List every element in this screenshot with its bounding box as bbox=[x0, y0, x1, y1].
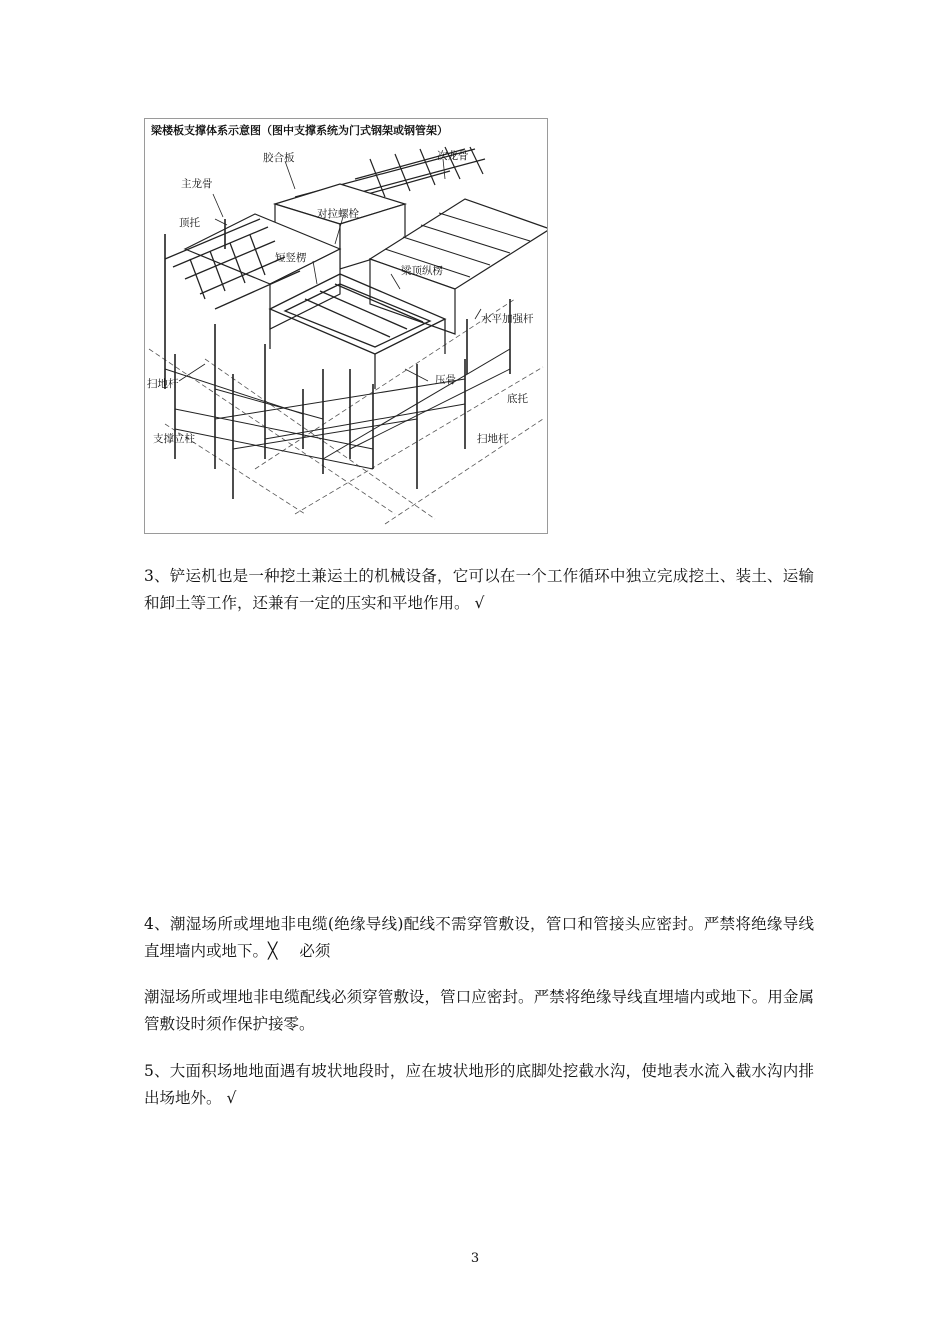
label-support-post: 支撑立柱 bbox=[153, 433, 195, 445]
question-3 bbox=[144, 563, 814, 617]
cross-mark: ╳ bbox=[268, 942, 278, 960]
formwork-support-diagram bbox=[144, 118, 548, 534]
page-number: 3 bbox=[470, 1251, 480, 1266]
question-4-text: 4、潮湿场所或埋地非电缆(绝缘导线)配线不需穿管敷设，管口和管接头应密封。严禁将绝缘导线直埋墙内或地下。 bbox=[144, 915, 814, 960]
label-top-support: 顶托 bbox=[179, 217, 200, 229]
diagram-title: 梁楼板支撑体系示意图（图中支撑系统为门式钢架或钢管架） bbox=[151, 124, 448, 137]
question-4-answer: 潮湿场所或埋地非电缆配线必须穿管敷设，管口应密封。严禁将绝缘导线直埋墙内或地下。用金属管敷设时须作保护接零。 bbox=[144, 988, 814, 1033]
correction-note: 必须 bbox=[299, 942, 331, 960]
label-secondary-joist: 次龙骨 bbox=[437, 150, 469, 162]
check-mark: √ bbox=[474, 594, 485, 612]
label-short-stud: 短竖楞 bbox=[275, 252, 307, 264]
label-main-joist: 主龙骨 bbox=[181, 178, 213, 190]
label-horizontal-brace: 水平加强杆 bbox=[481, 313, 534, 325]
question-5-text: 5、大面积场地地面遇有坡状地段时，应在坡状地形的底脚处挖截水沟，使地表水流入截水沟内排出场地外。 bbox=[144, 1062, 814, 1107]
label-pressure-bone: 压骨 bbox=[435, 374, 456, 386]
diagram-drawing bbox=[145, 119, 547, 533]
label-base-support: 底托 bbox=[507, 393, 528, 405]
question-4 bbox=[144, 911, 814, 965]
label-tie-bolt: 对拉螺栓 bbox=[317, 208, 359, 220]
check-mark: √ bbox=[226, 1089, 237, 1107]
question-3-text: 3、铲运机也是一种挖土兼运土的机械设备，它可以在一个工作循环中独立完成挖土、装土、运输和卸土等工作，还兼有一定的压实和平地作用。 bbox=[144, 567, 814, 612]
label-sweep-bar-left: 扫地杆 bbox=[147, 378, 179, 390]
label-plywood: 胶合板 bbox=[263, 152, 295, 164]
question-5 bbox=[144, 1058, 814, 1112]
label-sweep-bar-right: 扫地杆 bbox=[477, 433, 509, 445]
label-beam-top-joist: 梁顶纵楞 bbox=[401, 265, 443, 277]
